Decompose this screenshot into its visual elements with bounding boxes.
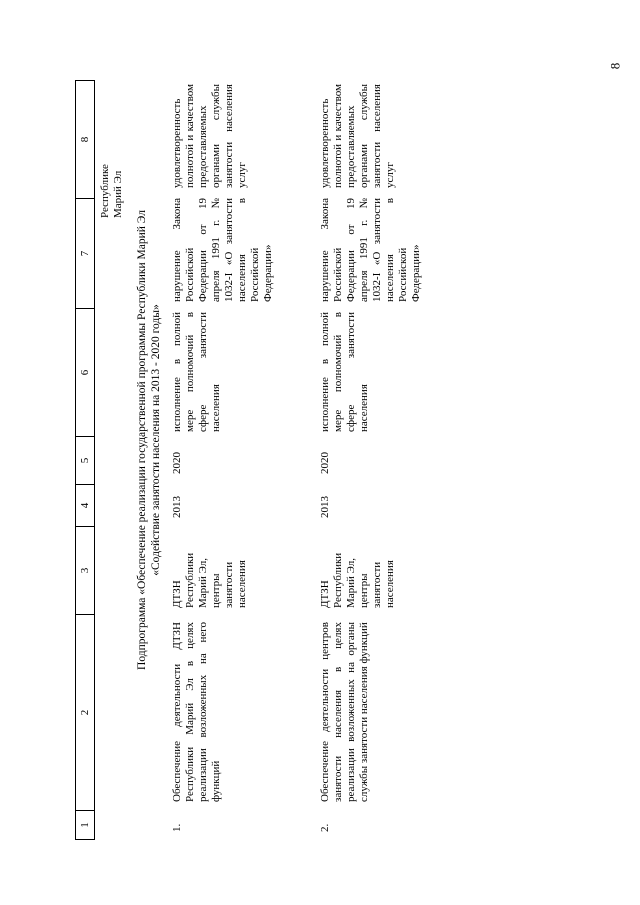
row-number: 2. (319, 823, 331, 832)
consequence-cell: нарушение Закона Российской Федерации от 19 апреля 1991 г. № 1032-I «О занятости населения в Российской Федерации» (319, 198, 422, 302)
header-col-3: 3 (76, 526, 94, 614)
end-year-cell: 2020 (171, 452, 183, 474)
continued-cell-text: Республике Марий Эл (99, 164, 124, 218)
header-col-6: 6 (76, 308, 94, 436)
page-number: 8 (606, 62, 622, 70)
consequence-cell: нарушение Закона Российской Федерации от 19 апреля 1991 г. № 1032-I «О занятости населения в Российской Федерации» (171, 198, 274, 302)
header-col-7: 7 (76, 198, 94, 308)
executor-cell: ДТЗН Республики Марий Эл, центры занятости населения (171, 552, 248, 608)
start-year-cell: 2013 (319, 496, 331, 518)
subprogram-title: Подпрограмма «Обеспечение реализации государственной программы Республики Марий Эл «Содействие занятости населения на 2013 - 2020 годы» (136, 210, 162, 670)
column-number-header (75, 80, 95, 840)
indicator-cell: удовлетворенность полнотой и качеством предоставляемых органами службы занятости населения услуг (171, 84, 248, 188)
indicator-cell: удовлетворенность полнотой и качеством предоставляемых органами службы занятости населения услуг (319, 84, 396, 188)
header-col-8: 8 (76, 80, 94, 198)
result-cell: исполнение в полной мере полномочий в сфере занятости населения (171, 312, 222, 432)
start-year-cell: 2013 (171, 496, 183, 518)
header-col-4: 4 (76, 484, 94, 526)
rotated-table-sheet (75, 80, 545, 840)
header-col-2: 2 (76, 614, 94, 810)
row-number: 1. (171, 823, 183, 832)
end-year-cell: 2020 (319, 452, 331, 474)
header-col-1: 1 (76, 810, 94, 840)
result-cell: исполнение в полной мере полномочий в сфере занятости населения (319, 312, 370, 432)
activity-cell: Обеспечение деятельности ДТЗН Республики Марий Эл в целях реализации возложенных на него функций (171, 622, 222, 802)
activity-cell: Обеспечение деятельности центров занятости населения в целях реализации возложенных на органы службы занятости населения функций (319, 622, 370, 802)
header-col-5: 5 (76, 436, 94, 484)
executor-cell: ДТЗН Республики Марий Эл, центры занятости населения (319, 552, 396, 608)
